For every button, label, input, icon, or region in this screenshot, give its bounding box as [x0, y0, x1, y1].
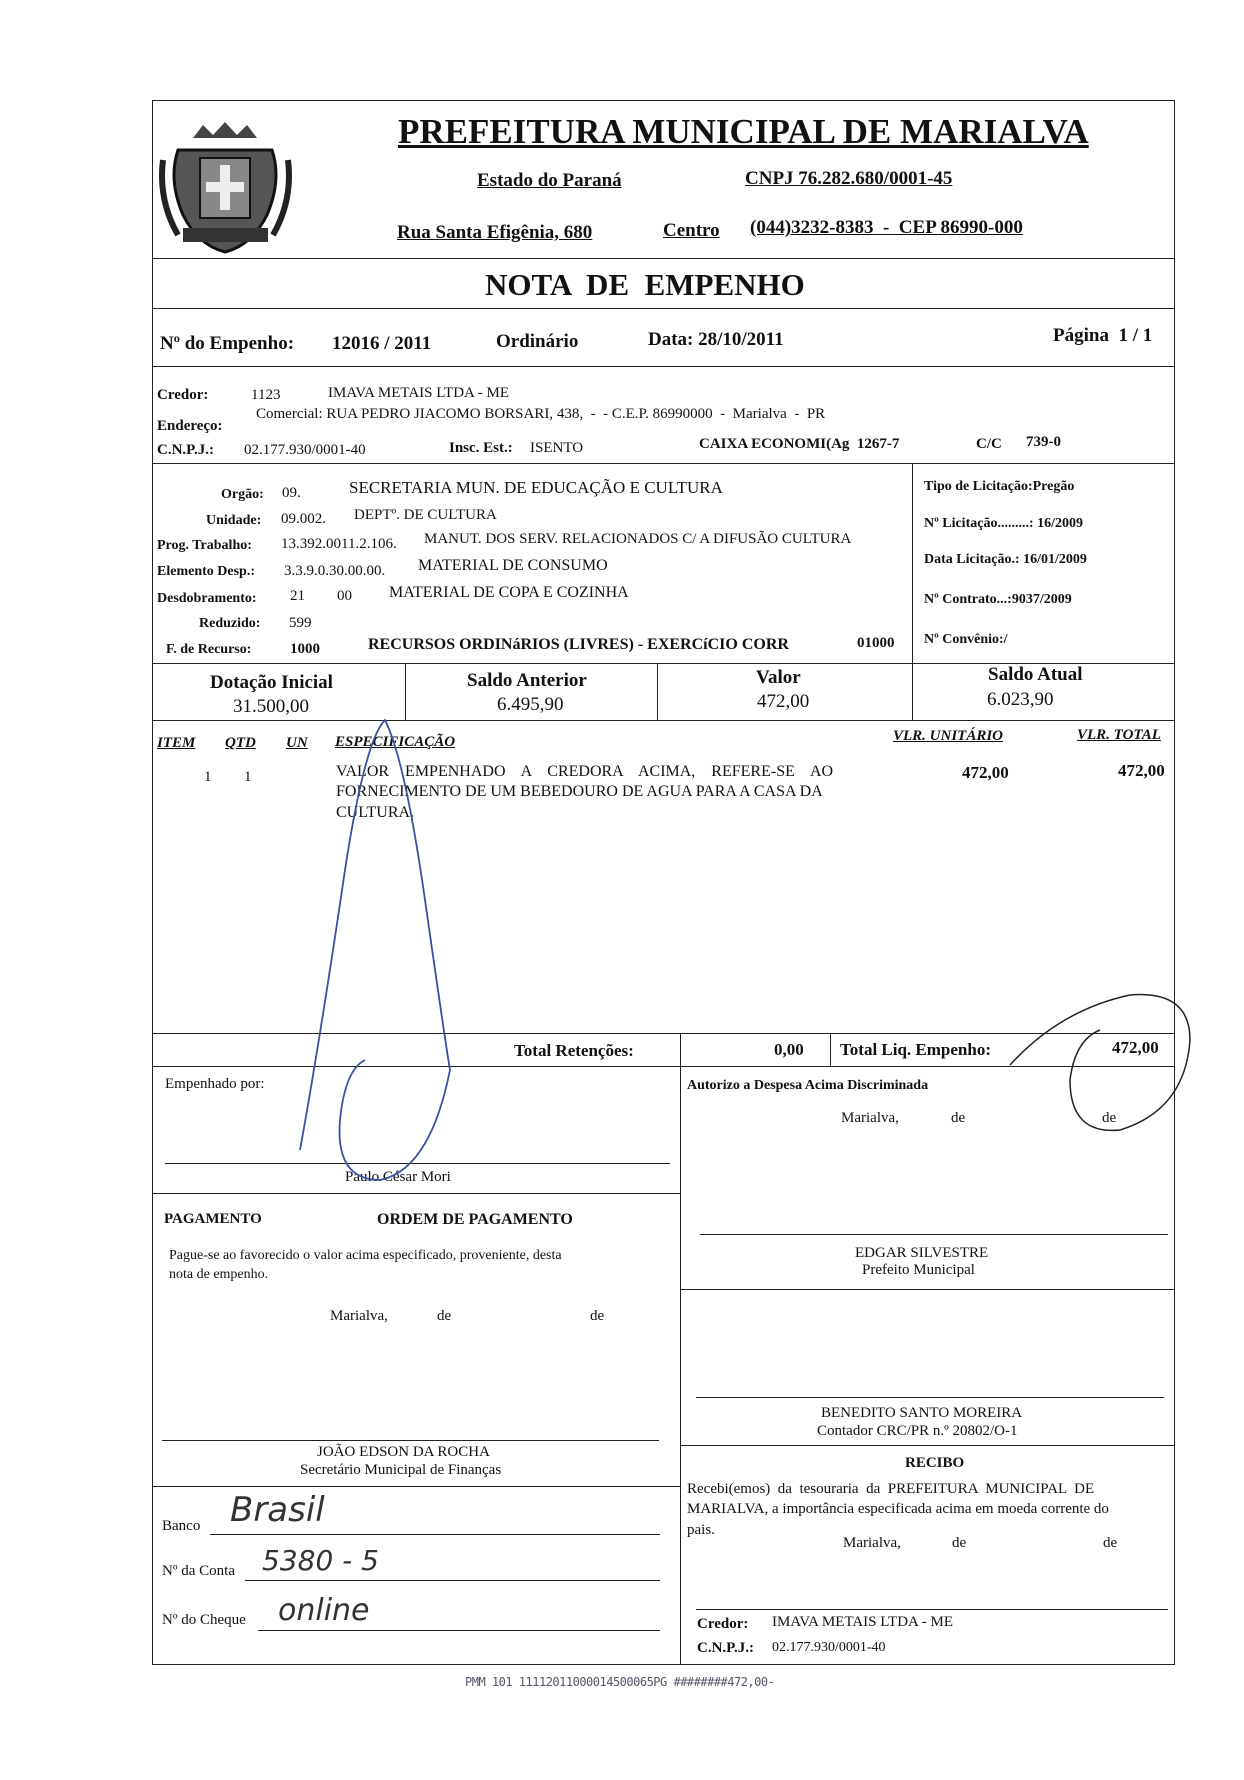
header-phone-cep: (044)3232-8383 - CEP 86990-000 — [750, 217, 1023, 238]
autorizo-de2: de — [1102, 1110, 1117, 1126]
cc-label: C/C — [976, 436, 1002, 452]
insc-label: Insc. Est.: — [449, 440, 513, 456]
item-total-value: 472,00 — [1118, 761, 1165, 780]
autorizo-label: Autorizo a Despesa Acima Discriminada — [687, 1078, 929, 1093]
total-liquido-value: 472,00 — [1112, 1038, 1159, 1057]
banco-label: Banco — [162, 1518, 201, 1534]
licitacao-tipo: Tipo de Licitação:Pregão — [924, 479, 1075, 494]
recibo-line3: pais. — [687, 1522, 715, 1538]
orgao-label: Orgão: — [221, 487, 264, 502]
pague-text-line1: Pague-se ao favorecido o valor acima especificado, proveniente, desta — [169, 1248, 562, 1263]
col-total-value: VLR. TOTAL — [1077, 727, 1161, 743]
col-un: UN — [286, 735, 308, 751]
recibo-cnpj-value: 02.177.930/0001-40 — [772, 1640, 886, 1655]
recibo-de1: de — [952, 1535, 967, 1551]
item-unit-value: 472,00 — [962, 763, 1009, 782]
licitacao-data: Data Licitação.: 16/01/2009 — [924, 552, 1087, 567]
conta-label: Nº da Conta — [162, 1563, 235, 1579]
unidade-label: Unidade: — [206, 513, 262, 528]
saldo-anterior-label: Saldo Anterior — [467, 670, 587, 691]
recibo-credor-name: IMAVA METAIS LTDA - ME — [772, 1614, 954, 1630]
licitacao-numero: Nº Licitação.........: 16/2009 — [924, 516, 1083, 531]
total-liquido-label: Total Liq. Empenho: — [840, 1040, 991, 1059]
total-retencoes-label: Total Retenções: — [514, 1041, 634, 1060]
unidade-name: DEPTº. DE CULTURA — [354, 507, 497, 523]
recurso-label: F. de Recurso: — [166, 642, 252, 657]
pagamento-label: PAGAMENTO — [164, 1211, 262, 1227]
pague-text-line2: nota de empenho. — [169, 1267, 269, 1282]
header-title: PREFEITURA MUNICIPAL DE MARIALVA — [398, 112, 1089, 151]
desd-name: MATERIAL DE COPA E COZINHA — [389, 584, 629, 601]
col-unit-value: VLR. UNITÁRIO — [893, 728, 1004, 744]
recurso-code: 1000 — [290, 641, 320, 657]
credor-code: 1123 — [251, 387, 281, 403]
signer-joao: JOÃO EDSON DA ROCHA — [317, 1444, 490, 1460]
address-label: Endereço: — [157, 418, 223, 434]
cheque-label: Nº do Cheque — [162, 1612, 246, 1628]
elem-name: MATERIAL DE CONSUMO — [418, 557, 608, 574]
prog-label: Prog. Trabalho: — [157, 538, 252, 553]
signer-joao-role: Secretário Municipal de Finanças — [300, 1462, 502, 1478]
credor-bank: CAIXA ECONOMI(Ag 1267-7 — [699, 436, 900, 452]
total-retencoes-value: 0,00 — [774, 1040, 804, 1059]
signer-benedito: BENEDITO SANTO MOREIRA — [821, 1405, 1023, 1421]
banco-handwritten: Brasil — [230, 1490, 325, 1530]
empenho-date: Data: 28/10/2011 — [648, 329, 784, 350]
empenhado-por-label: Empenhado por: — [165, 1076, 265, 1092]
item-spec-line1: VALOR EMPENHADO A CREDORA ACIMA, REFERE-SE AO — [336, 763, 834, 780]
item-number: 1 — [204, 769, 212, 785]
header-cnpj: CNPJ 76.282.680/0001-45 — [745, 168, 953, 189]
dotacao-inicial-value: 31.500,00 — [233, 696, 309, 717]
credor-label: Credor: — [157, 387, 209, 403]
autorizo-city: Marialva, — [841, 1110, 899, 1126]
header-state: Estado do Paraná — [477, 170, 622, 191]
convenio-number: Nº Convênio:/ — [924, 632, 1008, 647]
elem-label: Elemento Desp.: — [157, 564, 255, 579]
credor-insc: ISENTO — [530, 440, 584, 456]
col-item: ITEM — [157, 735, 196, 751]
valor-label: Valor — [756, 667, 801, 688]
reduzido-label: Reduzido: — [199, 616, 261, 631]
ordem-pagamento-label: ORDEM DE PAGAMENTO — [377, 1211, 573, 1228]
recurso-num: 01000 — [857, 635, 895, 651]
contrato-number: Nº Contrato...:9037/2009 — [924, 592, 1072, 607]
credor-cc: 739-0 — [1026, 434, 1061, 450]
saldo-anterior-value: 6.495,90 — [497, 694, 564, 715]
recibo-de2: de — [1103, 1535, 1118, 1551]
page-number: Página 1 / 1 — [1053, 325, 1153, 346]
recibo-cnpj-label: C.N.P.J.: — [697, 1640, 754, 1656]
prog-name: MANUT. DOS SERV. RELACIONADOS C/ A DIFUSÃO CULTURA — [424, 531, 852, 547]
recibo-credor-label: Credor: — [697, 1616, 749, 1632]
signer-edgar-role: Prefeito Municipal — [862, 1262, 975, 1278]
col-qtd: QTD — [225, 735, 256, 751]
empenho-number: 12016 / 2011 — [332, 333, 432, 354]
saldo-atual-label: Saldo Atual — [988, 664, 1083, 685]
credor-cnpj: 02.177.930/0001-40 — [244, 442, 366, 458]
recibo-city: Marialva, — [843, 1535, 901, 1551]
signer-paulo: Paulo César Mori — [345, 1169, 451, 1185]
credor-address: Comercial: RUA PEDRO JIACOMO BORSARI, 438, - - C.E.P. 86990000 - Marialva - PR — [256, 406, 826, 422]
header-district: Centro — [663, 220, 720, 241]
recibo-line1: Recebi(emos) da tesouraria da PREFEITURA MUNICIPAL DE — [687, 1481, 1095, 1497]
pagamento-de1: de — [437, 1308, 452, 1324]
item-spec-line3: CULTURA. — [336, 804, 415, 821]
signer-benedito-role: Contador CRC/PR n.º 20802/O-1 — [817, 1423, 1018, 1439]
orgao-code: 09. — [282, 485, 301, 501]
pagamento-de2: de — [590, 1308, 605, 1324]
signer-edgar: EDGAR SILVESTRE — [855, 1245, 989, 1261]
pagamento-city: Marialva, — [330, 1308, 388, 1324]
desd-label: Desdobramento: — [157, 591, 257, 606]
prog-code: 13.392.0011.2.106. — [281, 536, 397, 552]
credor-name: IMAVA METAIS LTDA - ME — [328, 385, 510, 401]
reduzido-value: 599 — [289, 615, 312, 631]
empenho-label: Nº do Empenho: — [160, 333, 295, 354]
orgao-name: SECRETARIA MUN. DE EDUCAÇÃO E CULTURA — [349, 478, 723, 497]
header-address: Rua Santa Efigênia, 680 — [397, 222, 593, 243]
desd-sub: 00 — [337, 588, 352, 604]
autorizo-de1: de — [951, 1110, 966, 1126]
conta-handwritten: 5380 - 5 — [262, 1544, 379, 1577]
col-especificacao: ESPECIFICAÇÃO — [335, 734, 456, 750]
valor-value: 472,00 — [757, 691, 810, 712]
cheque-handwritten: online — [278, 1593, 370, 1628]
recurso-name: RECURSOS ORDINáRIOS (LIVRES) - EXERCíCIO CORR — [368, 636, 789, 653]
cnpj-label: C.N.P.J.: — [157, 442, 214, 458]
unidade-code: 09.002. — [281, 511, 326, 527]
recibo-title: RECIBO — [905, 1455, 965, 1471]
recibo-line2: MARIALVA, a importância especificada acima em moeda corrente do — [687, 1501, 1109, 1517]
dotacao-inicial-label: Dotação Inicial — [210, 672, 333, 693]
empenho-type: Ordinário — [496, 331, 579, 352]
document-title: NOTA DE EMPENHO — [485, 267, 805, 302]
desd-code: 21 — [290, 588, 305, 604]
footer-code: PMM 101 11112011000014500065PG ########472,00- — [465, 1675, 775, 1689]
item-qtd: 1 — [244, 769, 252, 785]
saldo-atual-value: 6.023,90 — [987, 689, 1054, 710]
elem-code: 3.3.9.0.30.00.00. — [284, 563, 386, 579]
item-spec-line2: FORNECIMENTO DE UM BEBEDOURO DE AGUA PARA A CASA DA — [336, 783, 823, 800]
